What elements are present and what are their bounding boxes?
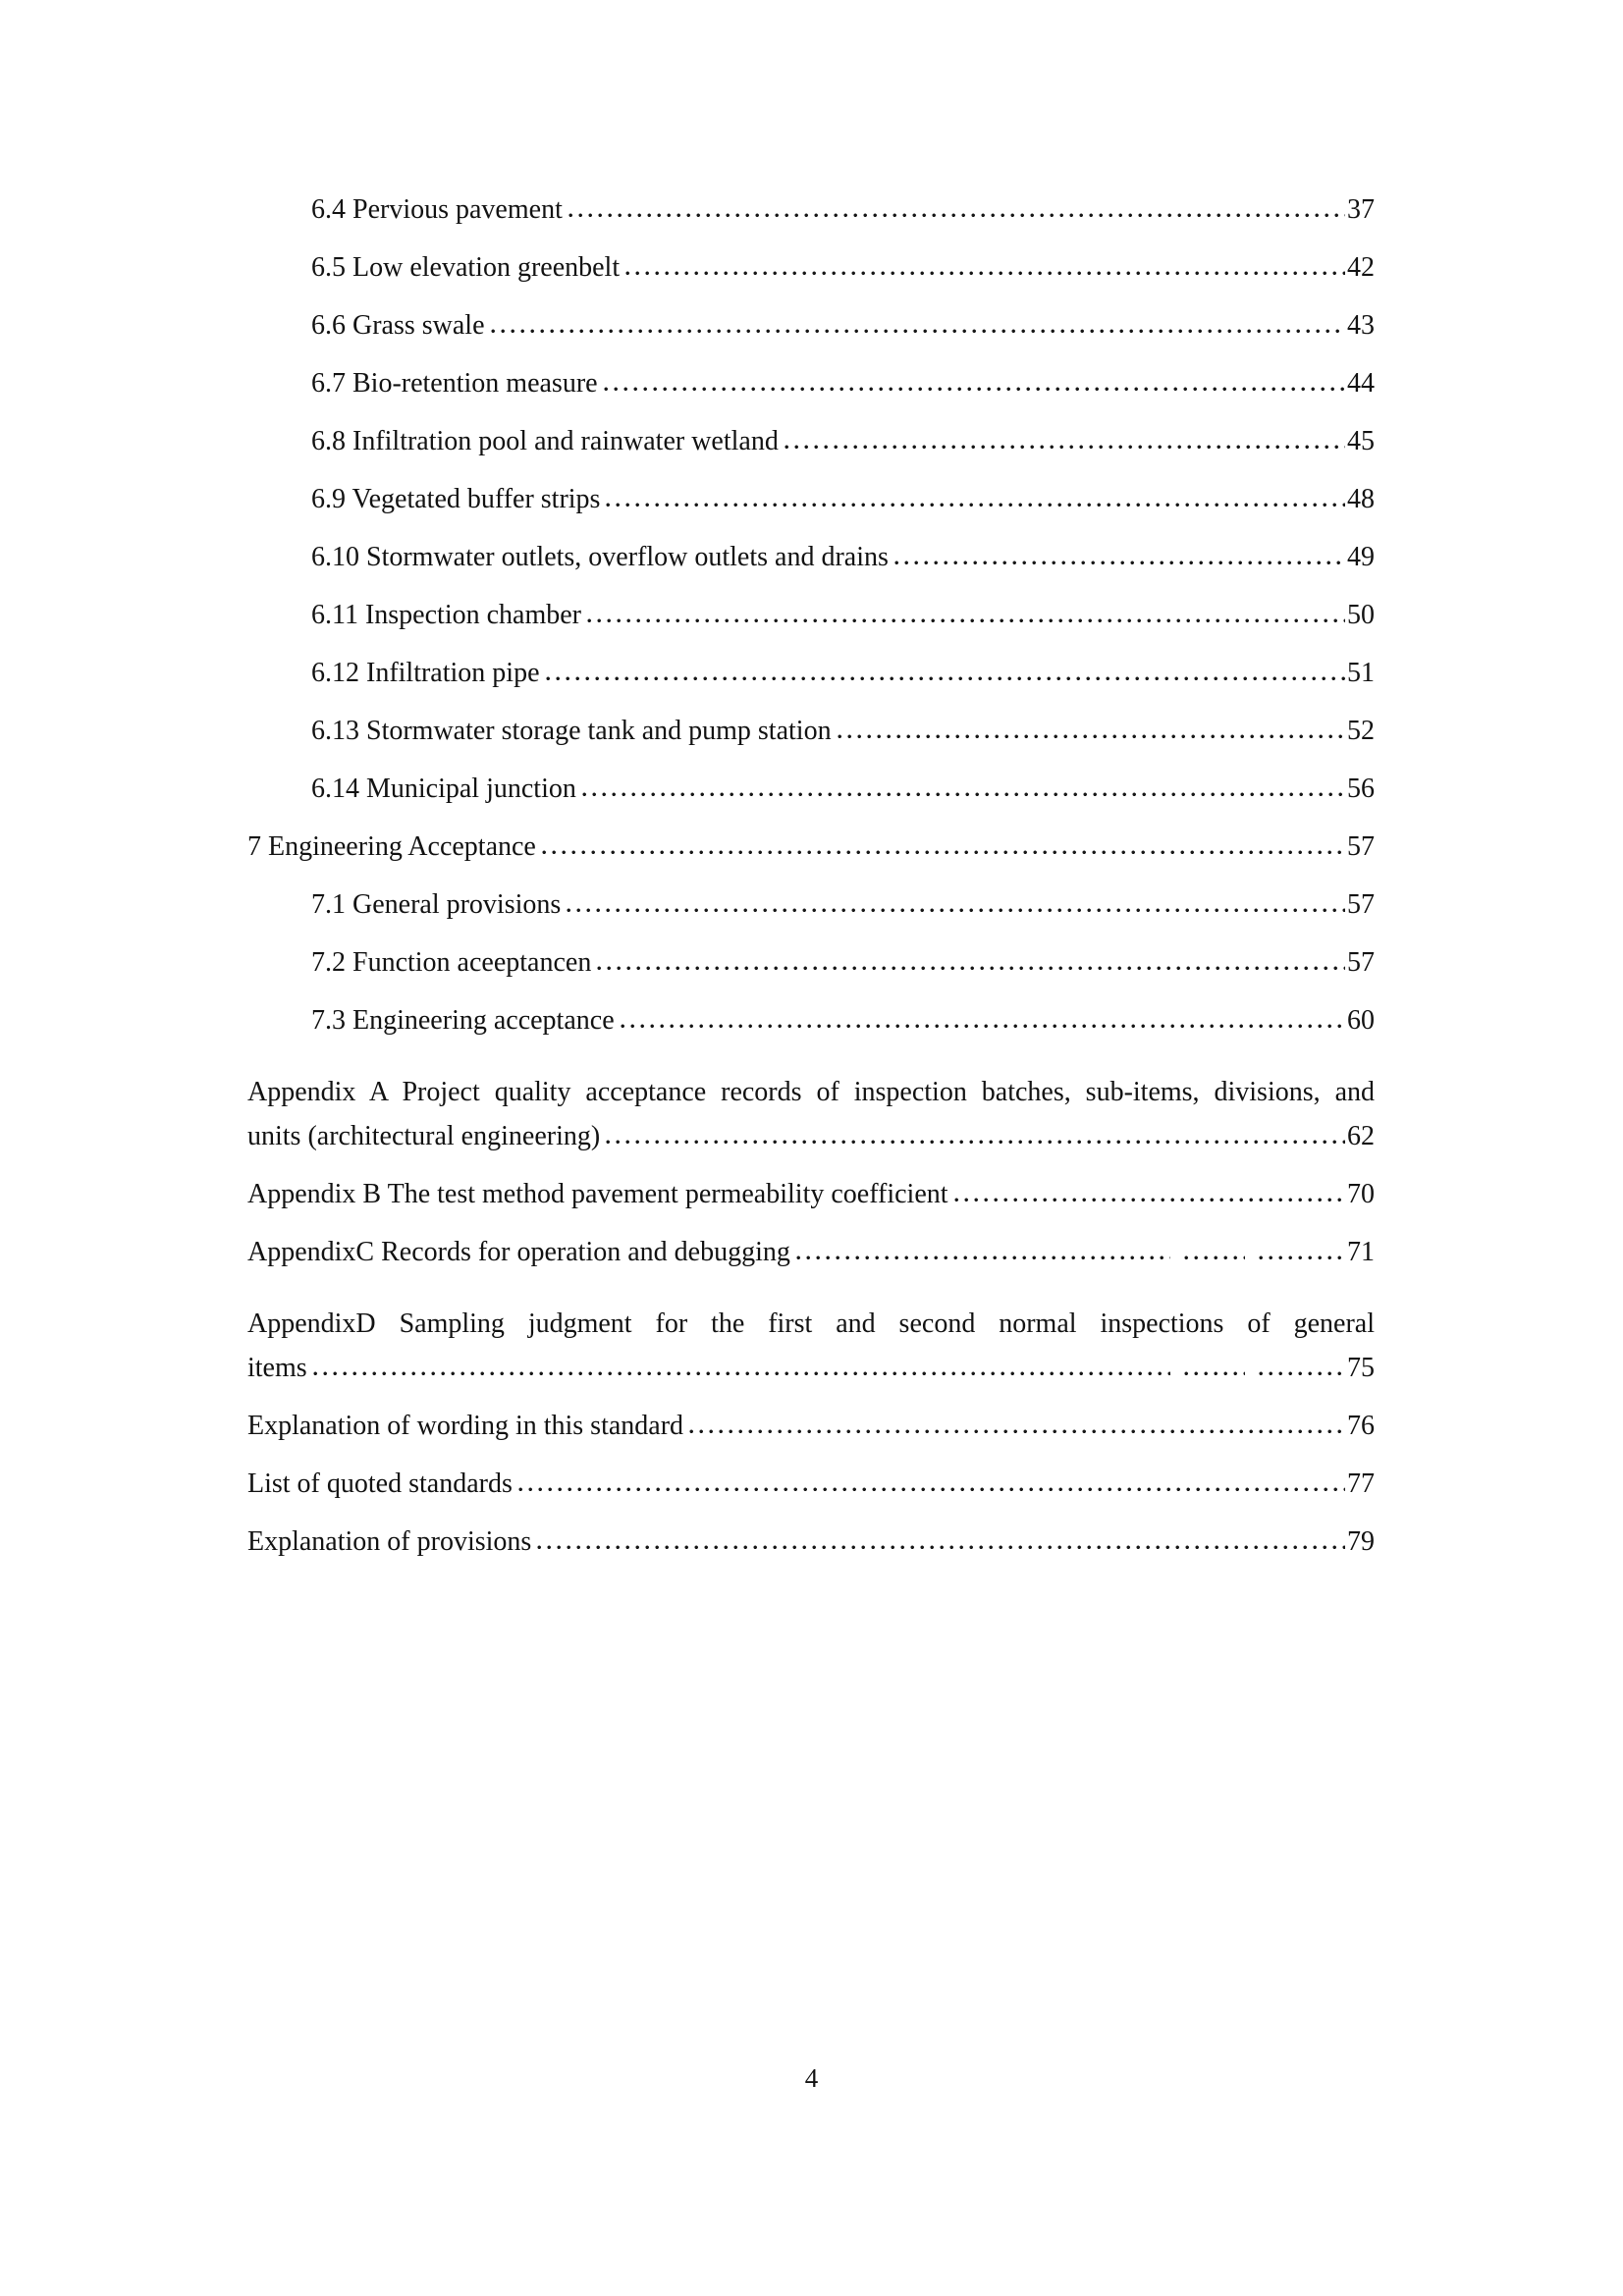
toc-dot-leader-segment (1259, 1255, 1345, 1260)
toc-dot-leader (313, 1371, 1345, 1376)
toc-entry-text: 6.13 Stormwater storage tank and pump station (311, 716, 832, 746)
toc-entry (247, 831, 1375, 889)
toc-entry (247, 484, 1375, 542)
toc-page-number: 44 (1347, 368, 1375, 399)
toc-page-number: 43 (1347, 310, 1375, 341)
toc-entry-text: 6.10 Stormwater outlets, overflow outlets and drains (311, 542, 889, 572)
toc-page-number: 52 (1347, 716, 1375, 746)
toc-entry-text: 6.11 Inspection chamber (311, 600, 581, 630)
toc-entry (247, 1411, 1375, 1468)
toc-entry (247, 368, 1375, 426)
toc-entry-text: 6.4 Pervious pavement (311, 194, 563, 225)
toc-page-number: 79 (1347, 1526, 1375, 1557)
toc-page-number: 77 (1347, 1468, 1375, 1499)
toc-entry-text: AppendixC Records for operation and debugging (247, 1237, 790, 1267)
toc-page-number: 49 (1347, 542, 1375, 572)
toc-dot-leader-segment (796, 1255, 1170, 1260)
toc-dot-leader (491, 329, 1345, 334)
toc-dot-leader (894, 561, 1345, 565)
toc-entry (247, 774, 1375, 831)
toc-dot-leader (604, 387, 1345, 392)
toc-entry (247, 658, 1375, 716)
toc-entry-text: 6.9 Vegetated buffer strips (311, 484, 601, 514)
toc-dot-leader (606, 1140, 1345, 1145)
toc-dot-leader (567, 908, 1345, 913)
toc-dot-leader-segment (1184, 1255, 1245, 1260)
toc-page-number: 76 (1347, 1411, 1375, 1441)
toc-dot-leader (568, 213, 1345, 218)
toc-entry-text: AppendixD Sampling judgment for the first and second normal inspections of general (247, 1308, 1375, 1339)
toc-entry-text: 7.3 Engineering acceptance (311, 1005, 615, 1036)
toc-dot-leader (587, 618, 1345, 623)
toc-entry (247, 947, 1375, 1005)
toc-entry-text: Appendix B The test method pavement permeability coefficient (247, 1179, 948, 1209)
toc-page-number: 71 (1347, 1237, 1375, 1267)
toc-list (247, 194, 1375, 1584)
toc-page-number: 57 (1347, 831, 1375, 862)
toc-dot-leader-segment (313, 1371, 1170, 1376)
toc-page-number: 56 (1347, 774, 1375, 804)
toc-entry-text: 7 Engineering Acceptance (247, 831, 536, 862)
toc-entry-text: items (247, 1353, 307, 1383)
toc-page-number: 57 (1347, 947, 1375, 978)
toc-entry (247, 1353, 1375, 1411)
toc-entry (247, 1005, 1375, 1063)
toc-entry (247, 1179, 1375, 1237)
toc-entry (247, 1121, 1375, 1179)
toc-entry (247, 1526, 1375, 1584)
toc-entry (247, 1468, 1375, 1526)
toc-dot-leader (606, 503, 1345, 507)
toc-page-number: 57 (1347, 889, 1375, 920)
toc-entry (247, 1295, 1375, 1353)
toc-entry-text: Explanation of provisions (247, 1526, 532, 1557)
toc-entry (247, 716, 1375, 774)
toc-entry (247, 310, 1375, 368)
toc-entry-text: 7.1 General provisions (311, 889, 562, 920)
toc-dot-leader (796, 1255, 1345, 1260)
toc-entry-text: 6.14 Municipal junction (311, 774, 576, 804)
toc-entry-text: List of quoted standards (247, 1468, 513, 1499)
toc-dot-leader (518, 1487, 1345, 1492)
toc-entry-text: 6.6 Grass swale (311, 310, 485, 341)
toc-dot-leader (625, 271, 1345, 276)
toc-dot-leader (954, 1198, 1345, 1202)
toc-dot-leader (838, 734, 1345, 739)
toc-dot-leader (597, 966, 1345, 971)
toc-dot-leader-segment (1184, 1371, 1245, 1376)
toc-entry-text: 6.8 Infiltration pool and rainwater wetland (311, 426, 779, 456)
page-number-footer: 4 (804, 2063, 819, 2093)
toc-entry-text: 6.5 Low elevation greenbelt (311, 252, 621, 283)
toc-entry-text: Appendix A Project quality acceptance records of inspection batches, sub-items, divisions, and (247, 1077, 1375, 1107)
toc-dot-leader-segment (1259, 1371, 1345, 1376)
toc-entry (247, 600, 1375, 658)
toc-page-number: 62 (1347, 1121, 1375, 1151)
toc-dot-leader (621, 1024, 1345, 1029)
toc-dot-leader (546, 676, 1345, 681)
toc-entry-text: 6.12 Infiltration pipe (311, 658, 540, 688)
toc-dot-leader (537, 1545, 1345, 1550)
toc-page-number: 50 (1347, 600, 1375, 630)
toc-page-number: 70 (1347, 1179, 1375, 1209)
toc-dot-leader (542, 850, 1345, 855)
toc-dot-leader (784, 445, 1345, 450)
toc-entry (247, 426, 1375, 484)
toc-page-number: 60 (1347, 1005, 1375, 1036)
toc-entry (247, 542, 1375, 600)
toc-dot-leader (689, 1429, 1345, 1434)
toc-entry (247, 252, 1375, 310)
toc-page-number: 45 (1347, 426, 1375, 456)
toc-page-number: 75 (1347, 1353, 1375, 1383)
toc-page-number: 48 (1347, 484, 1375, 514)
toc-entry (247, 889, 1375, 947)
toc-page-number: 37 (1347, 194, 1375, 225)
toc-entry-text: 6.7 Bio-retention measure (311, 368, 598, 399)
toc-dot-leader (582, 792, 1345, 797)
toc-entry (247, 1063, 1375, 1121)
toc-entry (247, 194, 1375, 252)
toc-page-number: 42 (1347, 252, 1375, 283)
toc-entry (247, 1237, 1375, 1295)
toc-entry-text: 7.2 Function aceeptancen (311, 947, 592, 978)
toc-entry-text: Explanation of wording in this standard (247, 1411, 684, 1441)
toc-page-number: 51 (1347, 658, 1375, 688)
toc-entry-text: units (architectural engineering) (247, 1121, 601, 1151)
